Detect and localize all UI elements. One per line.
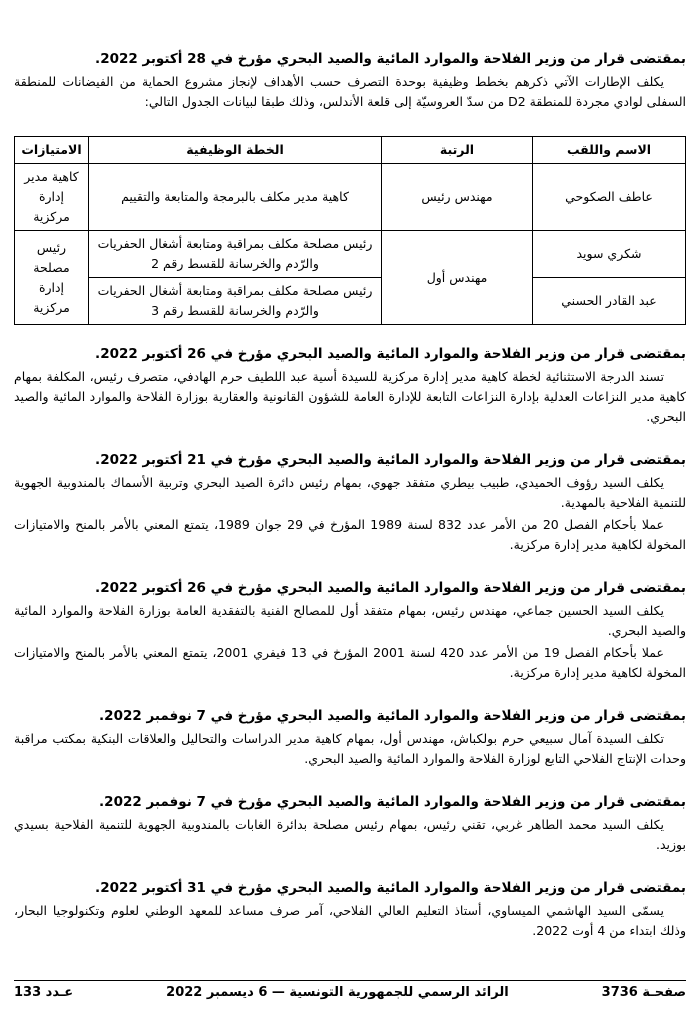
page-footer	[14, 980, 686, 1000]
column-header-privileges: الامتيازات	[15, 137, 89, 164]
decision-heading: بمقتضى قرار من وزير الفلاحة والموارد المائية والصيد البحري مؤرخ في 26 أكتوبر 2022.	[95, 346, 686, 362]
issue-number: عـدد 133	[14, 985, 74, 1000]
decision-paragraph: يكلف السيد محمد الطاهر غربي، تقني رئيس، بمهام رئيس مصلحة بدائرة الغابات بالمندوبية الجهوية للتنمية الفلاحية بسيدي بوزيد.	[14, 817, 686, 852]
decision-paragraph: يسمّى السيد الهاشمي الميساوي، أستاذ التعليم العالي الفلاحي، آمر صرف مساعد للمعهد الوطني لعلوم وتكنولوجيا البحار، وذلك ابتداء من 4 أوت 2022.	[14, 903, 686, 938]
decision-section	[14, 877, 686, 941]
column-header-name: الاسم واللقب	[533, 137, 686, 164]
privileges-cell: كاهية مدير إدارة مركزية	[15, 164, 89, 231]
plan-cell: رئيس مصلحة مكلف بمراقبة ومتابعة أشغال الحفريات والرّدم والخرسانة للقسط رقم 2	[89, 231, 382, 278]
decision-section	[14, 343, 686, 427]
name-cell: عاطف الصكوحي	[533, 164, 686, 231]
journal-title: الرائد الرسمي للجمهورية التونسية — 6 ديسمبر 2022	[166, 985, 509, 1000]
plan-cell: رئيس مصلحة مكلف بمراقبة ومتابعة أشغال الحفريات والرّدم والخرسانة للقسط رقم 3	[89, 278, 382, 325]
decision-paragraph: يكلف الإطارات الآتي ذكرهم بخطط وظيفية بوحدة التصرف حسب الأهداف لإنجاز مشروع الحماية من الفيضانات للمنطقة السفلى لوادي مجردة للمنطقة D2 من سدّ العروسيّة إلى قلعة الأندلس، وذلك طبقا لبيانات الجدول التالي:	[14, 74, 686, 109]
name-cell: عبد القادر الحسني	[533, 278, 686, 325]
decision-section	[14, 48, 686, 325]
rank-cell: مهندس رئيس	[382, 164, 533, 231]
column-header-plan: الخطة الوظيفية	[89, 137, 382, 164]
decision-paragraph: تسند الدرجة الاستثنائية لخطة كاهية مدير إدارة مركزية للسيدة أسية عبد اللطيف حرم الهادفي، متصرف رئيس، المكلفة بمهام كاهية مدير النزاعات العدلية بإدارة النزاعات التابعة للإدارة العامة للشؤون القانونية والعقارية بوزارة الفلاحة والموارد المائية والصيد البحري.	[14, 369, 686, 424]
decision-heading: بمقتضى قرار من وزير الفلاحة والموارد المائية والصيد البحري مؤرخ في 7 نوفمبر 2022.	[99, 708, 686, 724]
assignments-table	[14, 136, 686, 325]
decision-section	[14, 705, 686, 769]
decision-heading: بمقتضى قرار من وزير الفلاحة والموارد المائية والصيد البحري مؤرخ في 28 أكتوبر 2022.	[95, 51, 686, 67]
page-number: صفحـة 3736	[601, 985, 686, 1000]
table-row	[15, 164, 686, 231]
decision-paragraph: عملا بأحكام الفصل 20 من الأمر عدد 832 لسنة 1989 المؤرخ في 29 جوان 1989، يتمتع المعني بالأمر بالمنح والامتيازات المخولة لكاهية مدير إدارة مركزية.	[14, 517, 686, 552]
column-header-rank: الرتبة	[382, 137, 533, 164]
table-row	[15, 278, 686, 325]
decision-paragraph: تكلف السيدة آمال سبيعي حرم بولكباش، مهندس أول، بمهام كاهية مدير الدراسات والتحاليل والعلاقات البنكية بمكتب مراقبة وحدات الإنتاج الفلاحي التابع لوزارة الفلاحة والموارد المائية والصيد البحري.	[14, 731, 686, 766]
table-row	[15, 231, 686, 278]
plan-cell: كاهية مدير مكلف بالبرمجة والمتابعة والتقييم	[89, 164, 382, 231]
decision-heading: بمقتضى قرار من وزير الفلاحة والموارد المائية والصيد البحري مؤرخ في 7 نوفمبر 2022.	[99, 794, 686, 810]
decision-section	[14, 577, 686, 683]
decision-paragraph: يكلف السيد رؤوف الحميدي، طبيب بيطري متفقد جهوي، بمهام رئيس دائرة الصيد البحري وتربية الأسماك بالمندوبية الجهوية للتنمية الفلاحية بالمهدية.	[14, 475, 686, 510]
decision-section	[14, 449, 686, 555]
decision-heading: بمقتضى قرار من وزير الفلاحة والموارد المائية والصيد البحري مؤرخ في 21 أكتوبر 2022.	[95, 452, 686, 468]
rank-cell: مهندس أول	[382, 231, 533, 325]
decision-section	[14, 791, 686, 855]
privileges-cell: رئيس مصلحة إدارة مركزية	[15, 231, 89, 325]
document-page	[14, 48, 686, 963]
decision-paragraph: يكلف السيد الحسين جماعي، مهندس رئيس، بمهام متفقد أول للمصالح الفنية بالتفقدية العامة بوزارة الفلاحة والموارد المائية والصيد البحري.	[14, 603, 686, 638]
decision-paragraph: عملا بأحكام الفصل 19 من الأمر عدد 420 لسنة 2001 المؤرخ في 13 فيفري 2001، يتمتع المعني بالأمر بالمنح والامتيازات المخولة لكاهية مدير إدارة مركزية.	[14, 645, 686, 680]
name-cell: شكري سويد	[533, 231, 686, 278]
decision-heading: بمقتضى قرار من وزير الفلاحة والموارد المائية والصيد البحري مؤرخ في 31 أكتوبر 2022.	[95, 880, 686, 896]
decision-heading: بمقتضى قرار من وزير الفلاحة والموارد المائية والصيد البحري مؤرخ في 26 أكتوبر 2022.	[95, 580, 686, 596]
table-header-row	[15, 137, 686, 164]
